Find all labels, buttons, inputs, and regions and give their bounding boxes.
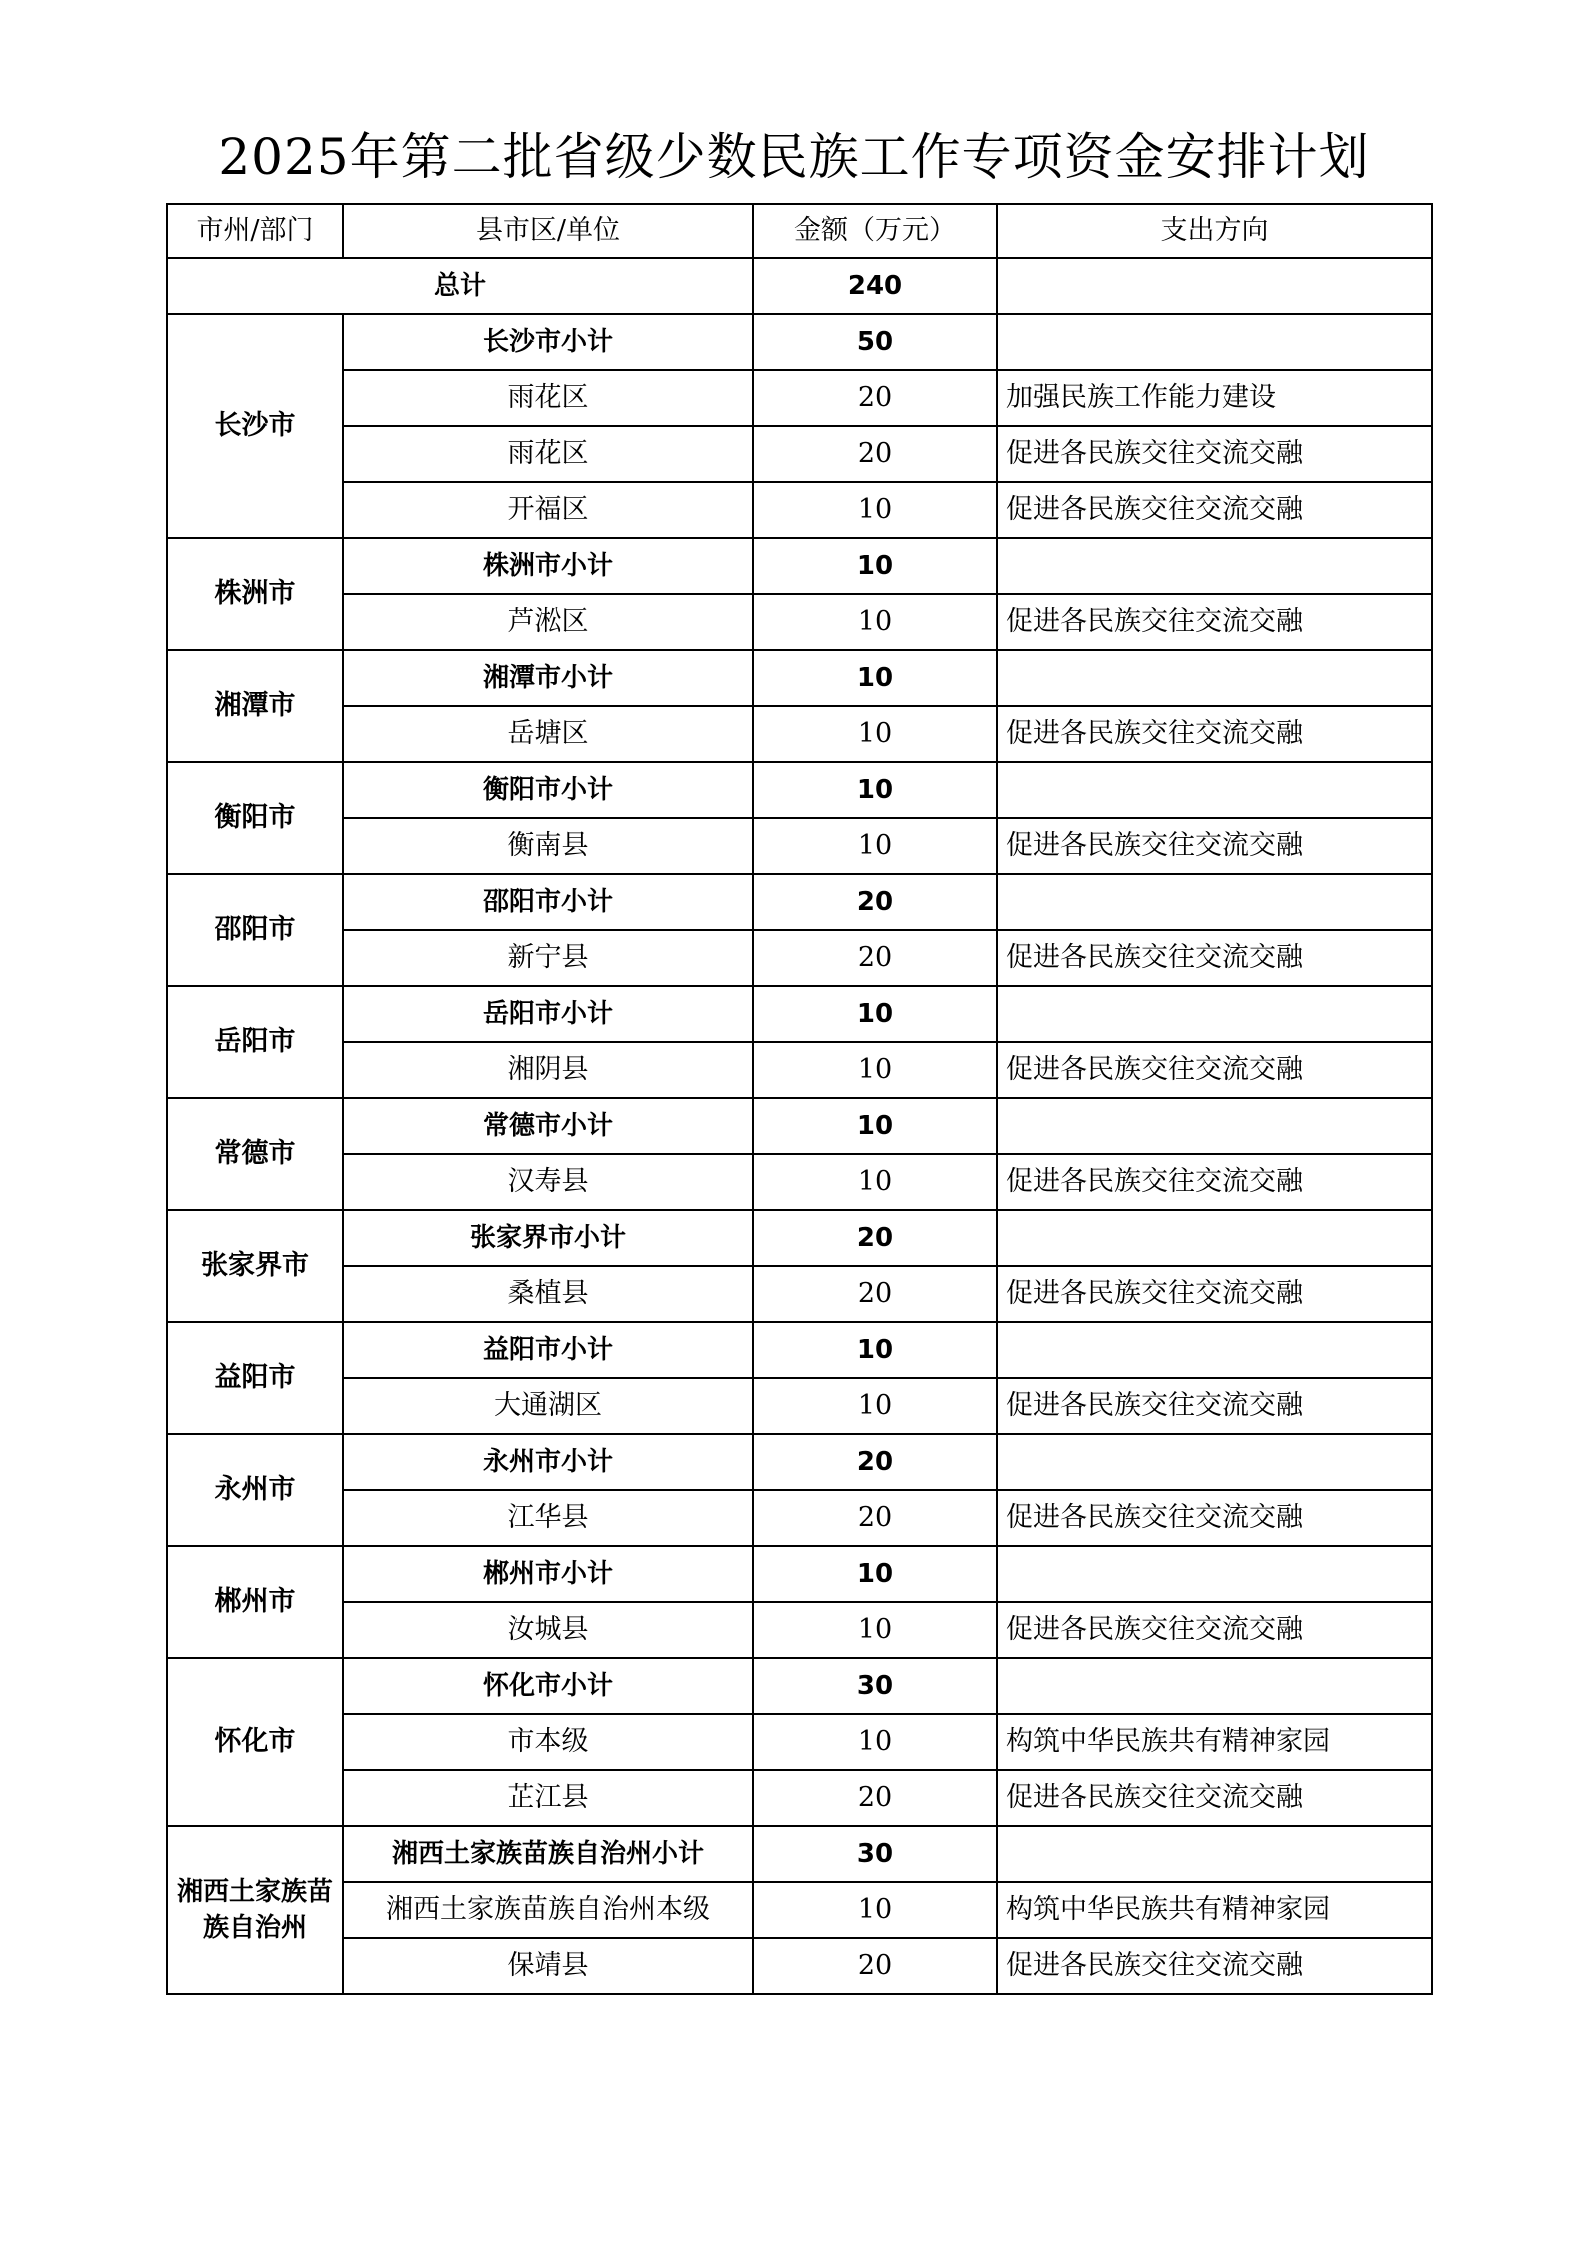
subtotal-row <box>167 1322 1432 1378</box>
subtotal-amount: 50 <box>753 314 997 370</box>
direction-cell: 促进各民族交往交流交融 <box>997 1266 1432 1322</box>
city-cell: 岳阳市 <box>167 986 343 1098</box>
total-direction <box>997 258 1432 314</box>
unit-cell: 汉寿县 <box>343 1154 753 1210</box>
subtotal-row <box>167 1098 1432 1154</box>
subtotal-label: 邵阳市小计 <box>343 874 753 930</box>
table-row <box>167 818 1432 874</box>
city-cell: 邵阳市 <box>167 874 343 986</box>
direction-cell: 构筑中华民族共有精神家园 <box>997 1882 1432 1938</box>
table-row <box>167 1154 1432 1210</box>
city-cell: 益阳市 <box>167 1322 343 1434</box>
unit-cell: 湘西土家族苗族自治州本级 <box>343 1882 753 1938</box>
amount-cell: 20 <box>753 1938 997 1994</box>
subtotal-row <box>167 762 1432 818</box>
city-cell: 张家界市 <box>167 1210 343 1322</box>
amount-cell: 10 <box>753 482 997 538</box>
subtotal-label: 益阳市小计 <box>343 1322 753 1378</box>
subtotal-label: 湘西土家族苗族自治州小计 <box>343 1826 753 1882</box>
subtotal-row <box>167 986 1432 1042</box>
unit-cell: 岳塘区 <box>343 706 753 762</box>
amount-cell: 10 <box>753 1042 997 1098</box>
subtotal-label: 株洲市小计 <box>343 538 753 594</box>
direction-cell: 促进各民族交往交流交融 <box>997 426 1432 482</box>
unit-cell: 芷江县 <box>343 1770 753 1826</box>
total-amount: 240 <box>753 258 997 314</box>
city-cell: 常德市 <box>167 1098 343 1210</box>
subtotal-label: 常德市小计 <box>343 1098 753 1154</box>
subtotal-label: 张家界市小计 <box>343 1210 753 1266</box>
subtotal-amount: 10 <box>753 762 997 818</box>
amount-cell: 10 <box>753 1154 997 1210</box>
subtotal-direction <box>997 1658 1432 1714</box>
city-cell: 永州市 <box>167 1434 343 1546</box>
table-row <box>167 1490 1432 1546</box>
subtotal-row <box>167 538 1432 594</box>
amount-cell: 10 <box>753 1602 997 1658</box>
subtotal-direction <box>997 986 1432 1042</box>
subtotal-amount: 10 <box>753 1546 997 1602</box>
amount-cell: 20 <box>753 1266 997 1322</box>
subtotal-label: 长沙市小计 <box>343 314 753 370</box>
table-row <box>167 426 1432 482</box>
subtotal-amount: 10 <box>753 1098 997 1154</box>
city-cell: 郴州市 <box>167 1546 343 1658</box>
subtotal-direction <box>997 1210 1432 1266</box>
subtotal-label: 湘潭市小计 <box>343 650 753 706</box>
direction-cell: 促进各民族交往交流交融 <box>997 1938 1432 1994</box>
city-cell: 湘西土家族苗族自治州 <box>167 1826 343 1994</box>
amount-cell: 20 <box>753 930 997 986</box>
direction-cell: 促进各民族交往交流交融 <box>997 1042 1432 1098</box>
subtotal-direction <box>997 1826 1432 1882</box>
table-row <box>167 1266 1432 1322</box>
funding-table <box>166 203 1433 1995</box>
unit-cell: 雨花区 <box>343 370 753 426</box>
subtotal-amount: 10 <box>753 1322 997 1378</box>
subtotal-direction <box>997 650 1432 706</box>
unit-cell: 桑植县 <box>343 1266 753 1322</box>
city-cell: 湘潭市 <box>167 650 343 762</box>
city-cell: 株洲市 <box>167 538 343 650</box>
subtotal-amount: 10 <box>753 538 997 594</box>
subtotal-label: 永州市小计 <box>343 1434 753 1490</box>
direction-cell: 促进各民族交往交流交融 <box>997 594 1432 650</box>
unit-cell: 开福区 <box>343 482 753 538</box>
subtotal-row <box>167 1434 1432 1490</box>
subtotal-row <box>167 314 1432 370</box>
direction-cell: 促进各民族交往交流交融 <box>997 1154 1432 1210</box>
header-amount: 金额（万元） <box>753 204 997 258</box>
subtotal-row <box>167 650 1432 706</box>
amount-cell: 20 <box>753 1770 997 1826</box>
total-row <box>167 258 1432 314</box>
unit-cell: 新宁县 <box>343 930 753 986</box>
direction-cell: 促进各民族交往交流交融 <box>997 706 1432 762</box>
unit-cell: 大通湖区 <box>343 1378 753 1434</box>
table-row <box>167 930 1432 986</box>
page-title: 2025年第二批省级少数民族工作专项资金安排计划 <box>218 128 1370 186</box>
direction-cell: 促进各民族交往交流交融 <box>997 818 1432 874</box>
subtotal-row <box>167 1826 1432 1882</box>
direction-cell: 促进各民族交往交流交融 <box>997 930 1432 986</box>
subtotal-direction <box>997 1098 1432 1154</box>
subtotal-label: 岳阳市小计 <box>343 986 753 1042</box>
subtotal-amount: 20 <box>753 874 997 930</box>
header-direction: 支出方向 <box>997 204 1432 258</box>
direction-cell: 促进各民族交往交流交融 <box>997 1770 1432 1826</box>
subtotal-amount: 20 <box>753 1434 997 1490</box>
subtotal-row <box>167 1210 1432 1266</box>
subtotal-amount: 10 <box>753 650 997 706</box>
header-unit: 县市区/单位 <box>343 204 753 258</box>
amount-cell: 10 <box>753 706 997 762</box>
unit-cell: 雨花区 <box>343 426 753 482</box>
subtotal-label: 郴州市小计 <box>343 1546 753 1602</box>
direction-cell: 促进各民族交往交流交融 <box>997 1490 1432 1546</box>
subtotal-label: 怀化市小计 <box>343 1658 753 1714</box>
subtotal-row <box>167 1546 1432 1602</box>
direction-cell: 构筑中华民族共有精神家园 <box>997 1714 1432 1770</box>
city-cell: 衡阳市 <box>167 762 343 874</box>
header-city: 市州/部门 <box>167 204 343 258</box>
amount-cell: 10 <box>753 1714 997 1770</box>
subtotal-amount: 30 <box>753 1658 997 1714</box>
amount-cell: 20 <box>753 1490 997 1546</box>
total-label: 总计 <box>167 258 753 314</box>
amount-cell: 10 <box>753 1378 997 1434</box>
table-row <box>167 1042 1432 1098</box>
table-row <box>167 1378 1432 1434</box>
subtotal-direction <box>997 314 1432 370</box>
subtotal-direction <box>997 874 1432 930</box>
table-row <box>167 1882 1432 1938</box>
unit-cell: 汝城县 <box>343 1602 753 1658</box>
direction-cell: 促进各民族交往交流交融 <box>997 482 1432 538</box>
amount-cell: 20 <box>753 426 997 482</box>
table-row <box>167 1714 1432 1770</box>
subtotal-label: 衡阳市小计 <box>343 762 753 818</box>
unit-cell: 芦淞区 <box>343 594 753 650</box>
table-row <box>167 1770 1432 1826</box>
unit-cell: 江华县 <box>343 1490 753 1546</box>
subtotal-direction <box>997 1434 1432 1490</box>
subtotal-amount: 10 <box>753 986 997 1042</box>
table-row <box>167 1938 1432 1994</box>
subtotal-direction <box>997 1322 1432 1378</box>
amount-cell: 10 <box>753 1882 997 1938</box>
direction-cell: 促进各民族交往交流交融 <box>997 1378 1432 1434</box>
table-row <box>167 594 1432 650</box>
amount-cell: 20 <box>753 370 997 426</box>
direction-cell: 加强民族工作能力建设 <box>997 370 1432 426</box>
table-row <box>167 1602 1432 1658</box>
subtotal-amount: 30 <box>753 1826 997 1882</box>
table-row <box>167 482 1432 538</box>
unit-cell: 衡南县 <box>343 818 753 874</box>
subtotal-direction <box>997 1546 1432 1602</box>
subtotal-amount: 20 <box>753 1210 997 1266</box>
subtotal-row <box>167 874 1432 930</box>
table-body <box>167 204 1432 1994</box>
city-cell: 怀化市 <box>167 1658 343 1826</box>
table-row <box>167 706 1432 762</box>
direction-cell: 促进各民族交往交流交融 <box>997 1602 1432 1658</box>
table-row <box>167 370 1432 426</box>
amount-cell: 10 <box>753 818 997 874</box>
subtotal-row <box>167 1658 1432 1714</box>
unit-cell: 湘阴县 <box>343 1042 753 1098</box>
header-row <box>167 204 1432 258</box>
city-cell: 长沙市 <box>167 314 343 538</box>
subtotal-direction <box>997 538 1432 594</box>
unit-cell: 保靖县 <box>343 1938 753 1994</box>
subtotal-direction <box>997 762 1432 818</box>
amount-cell: 10 <box>753 594 997 650</box>
unit-cell: 市本级 <box>343 1714 753 1770</box>
